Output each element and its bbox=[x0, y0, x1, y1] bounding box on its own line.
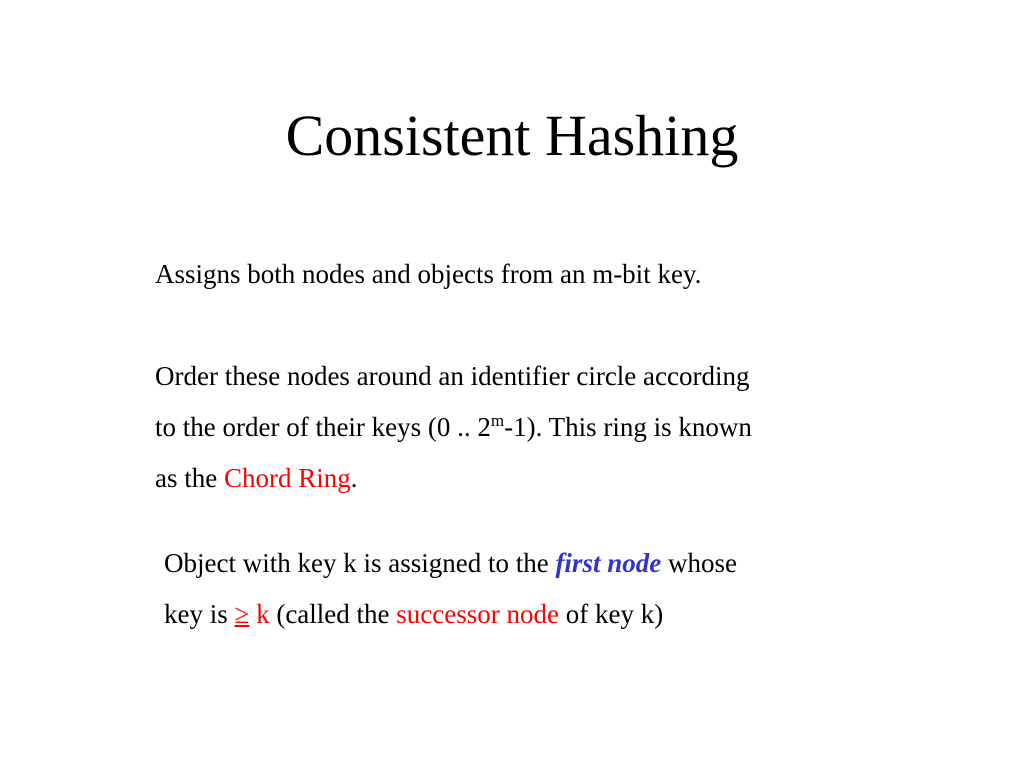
line-text: as the bbox=[155, 463, 224, 493]
paragraph-line bbox=[155, 453, 752, 504]
successor-node-highlight: successor node bbox=[396, 599, 559, 629]
slide-title: Consistent Hashing bbox=[285, 103, 739, 168]
paragraph-line bbox=[155, 351, 752, 402]
paragraph-line bbox=[164, 589, 737, 640]
paragraph-successor-rule bbox=[164, 538, 737, 640]
chord-ring-highlight: Chord Ring bbox=[223, 463, 351, 493]
line-text: whose bbox=[661, 548, 737, 578]
paragraph-node-assignment bbox=[155, 249, 701, 300]
key-k-highlight: k bbox=[249, 599, 270, 629]
line-text: Order these nodes around an identifier circle according bbox=[155, 361, 750, 391]
line-text: -1). This ring is known bbox=[504, 412, 752, 442]
paragraph-line bbox=[155, 402, 752, 453]
line-text: (called the bbox=[269, 599, 397, 629]
paragraph-identifier-circle bbox=[155, 351, 752, 504]
line-text: Object with key k is assigned to the bbox=[164, 548, 556, 578]
paragraph-line bbox=[164, 538, 737, 589]
greater-equal-symbol: ≥ bbox=[234, 599, 250, 629]
line-text: of key k) bbox=[558, 599, 664, 629]
exponent-m: m bbox=[490, 411, 505, 430]
paragraph-text: Assigns both nodes and objects from an m-bit key. bbox=[155, 259, 702, 289]
line-text: key is bbox=[164, 599, 235, 629]
line-text: to the order of their keys (0 .. 2 bbox=[155, 412, 491, 442]
line-text: . bbox=[350, 463, 358, 493]
first-node-emphasis: first node bbox=[555, 548, 662, 578]
